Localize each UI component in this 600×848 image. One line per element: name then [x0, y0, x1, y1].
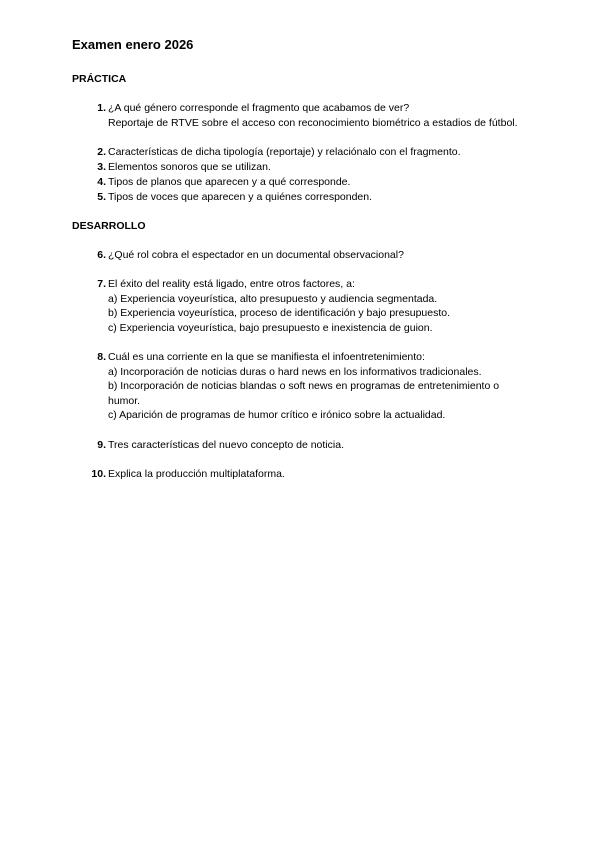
question-text: ¿A qué género corresponde el fragmento que acabamos de ver? [108, 102, 410, 114]
question-text: Tipos de planos que aparecen y a qué corresponde. [108, 176, 351, 188]
option-b: b) Incorporación de noticias blandas o soft news en programas de entretenimiento o humor. [108, 380, 500, 407]
question-7 [90, 277, 520, 335]
option-c: c) Aparición de programas de humor crítico e irónico sobre la actualidad. [108, 409, 446, 421]
question-number: 8. [97, 351, 106, 363]
question-number: 5. [97, 191, 106, 203]
question-9 [90, 438, 520, 453]
question-number: 6. [97, 249, 106, 261]
question-number: 9. [97, 439, 106, 451]
question-number: 10. [91, 468, 106, 480]
question-6 [90, 248, 520, 263]
page-title: Examen enero 2026 [72, 37, 194, 52]
question-1 [90, 101, 520, 130]
question-text: ¿Qué rol cobra el espectador en un documental observacional? [108, 249, 404, 261]
question-number: 1. [97, 102, 106, 114]
question-10 [90, 467, 520, 482]
question-text: El éxito del reality está ligado, entre otros factores, a: [108, 278, 355, 290]
question-3 [90, 160, 520, 175]
option-a: a) Incorporación de noticias duras o hard news en los informativos tradicionales. [108, 365, 482, 378]
question-extra: Reportaje de RTVE sobre el acceso con reconocimiento biométrico a estadios de fútbol. [108, 116, 518, 129]
question-number: 7. [97, 278, 106, 290]
question-number: 3. [97, 161, 106, 173]
option-b: b) Experiencia voyeurística, proceso de identificación y bajo presupuesto. [108, 307, 451, 319]
question-text: Tipos de voces que aparecen y a quiénes corresponden. [108, 191, 373, 203]
question-text: Cuál es una corriente en la que se manifiesta el infoentretenimiento: [108, 351, 425, 363]
question-number: 4. [97, 176, 106, 188]
question-text: Explica la producción multiplataforma. [108, 468, 285, 480]
question-text: Tres características del nuevo concepto de noticia. [108, 439, 344, 451]
question-number: 2. [97, 146, 106, 158]
question-text: Características de dicha tipología (reportaje) y relaciónalo con el fragmento. [108, 146, 461, 158]
section-heading-desarrollo: DESARROLLO [72, 220, 146, 232]
option-c: c) Experiencia voyeurística, bajo presupuesto e inexistencia de guion. [108, 321, 433, 334]
question-2 [90, 145, 520, 160]
question-4 [90, 175, 520, 190]
question-text: Elementos sonoros que se utilizan. [108, 161, 271, 173]
question-8 [90, 350, 520, 423]
question-5 [90, 190, 520, 205]
option-a: a) Experiencia voyeurística, alto presupuesto y audiencia segmentada. [108, 292, 438, 305]
section-heading-practica: PRÁCTICA [72, 73, 127, 85]
